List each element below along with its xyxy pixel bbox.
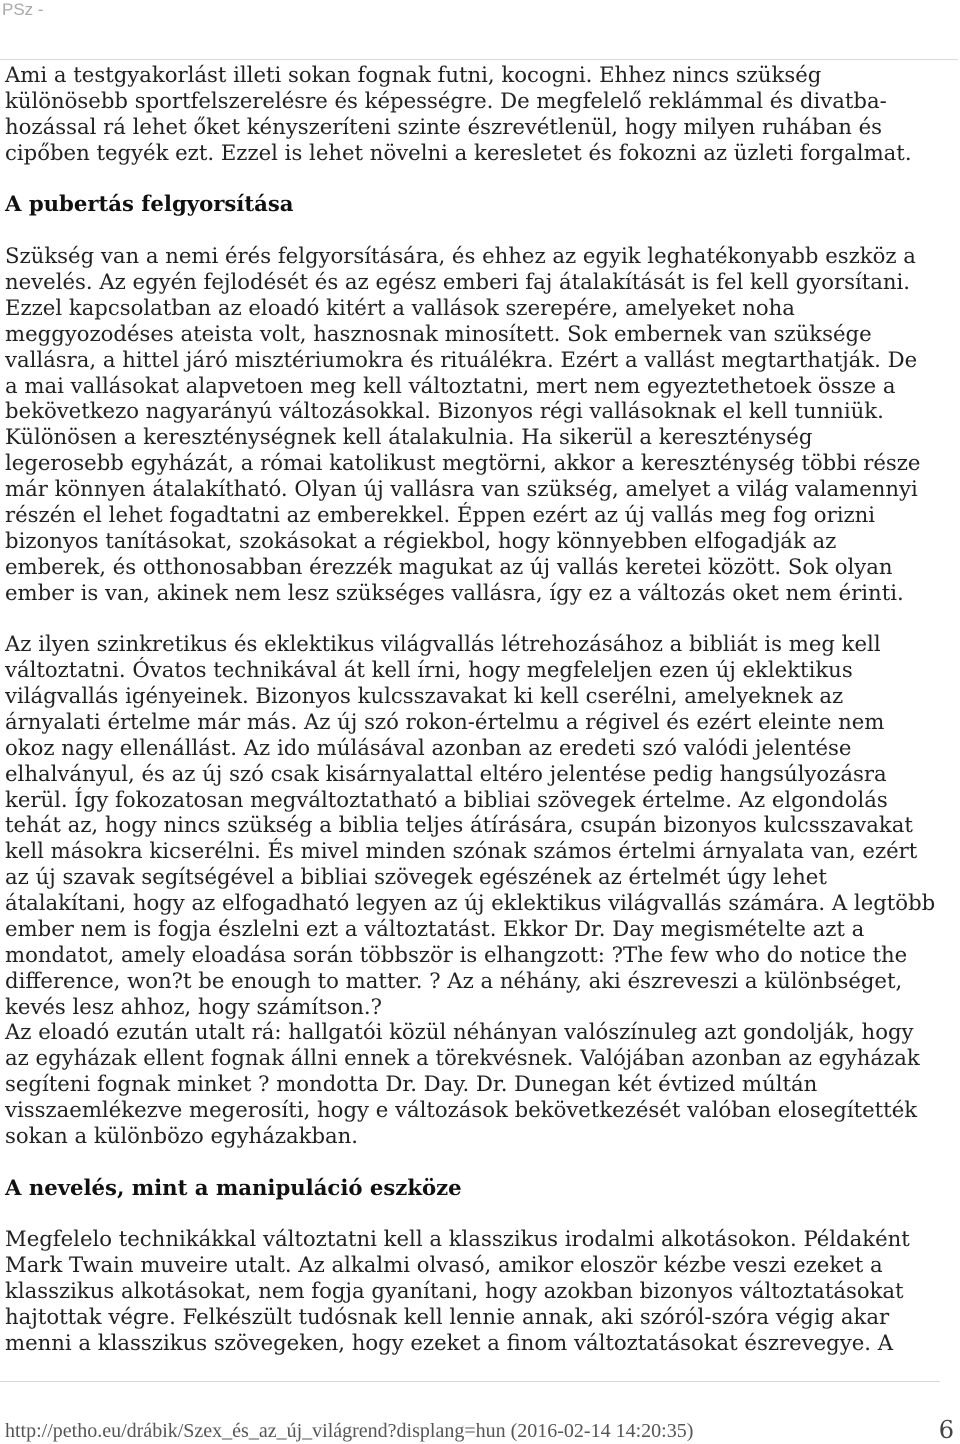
section-heading-puberty: A pubertás felgyorsítása (5, 191, 294, 217)
page-header-title: PSz - (2, 0, 44, 19)
text-line: Megfelelo technikákkal változtatni kell a klasszikus irodalmi alkotásokon. Példaként (5, 1226, 910, 1252)
text-line: Különösen a kereszténységnek kell átalakulnia. Ha sikerül a kereszténység (5, 424, 813, 450)
text-line: változtatni. Óvatos technikával át kell írni, hogy megfeleljen ezen új eklektikus (5, 657, 853, 683)
text-line: Ezzel kapcsolatban az eloadó kitért a vallások szerepére, amelyeket noha (5, 294, 795, 320)
text-line: világvallás igényeinek. Bizonyos kulcsszavakat ki kell cserélni, amelyeknek az (5, 683, 844, 708)
text-line: az új szavak segítségével a bibliai szövegek egészének az értelmét úgy lehet (5, 864, 827, 890)
text-line: már könnyen átalakítható. Olyan új vallásra van szükség, amelyet a világ valamennyi (5, 476, 918, 501)
text-line: sokan a különbözo egyházakban. (5, 1122, 359, 1148)
text-line: legerosebb egyházát, a római katolikust megtörni, akkor a kereszténység többi része (5, 450, 921, 476)
text-line: Ami a testgyakorlást illeti sokan fognak futni, kocogni. Ehhez nincs szükség (5, 62, 822, 87)
text-line: mondatot, amely eloadása során többször is elhangzott: ?The few who do notice the (5, 941, 908, 967)
text-line: az egyházak ellent fognak állni ennek a törekvésnek. Valójában azonban az egyházak (5, 1045, 920, 1071)
text-line: cipőben tegyék ezt. Ezzel is lehet növelni a keresletet és fokozni az üzleti forgalmat. (5, 139, 912, 165)
text-line: Mark Twain muveire utalt. Az alkalmi olvasó, amikor eloször kézbe veszi ezeket a (5, 1252, 883, 1278)
footer-source-url: http://petho.eu/drábik/Szex_és_az_új_világrend?displang=hun (5, 1420, 506, 1442)
paragraph-bible (5, 631, 955, 1149)
text-line: menni a klasszikus szövegeken, hogy ezeket a finom változtatásokat észrevegye. A (5, 1329, 894, 1355)
text-line: nevelés. Az egyén fejlodését és az egész emberi faj átalakítását is fel kell gyorsítani. (5, 269, 911, 294)
text-line: részén el lehet fogadtatni az emberekkel. Éppen ezért az új vallás meg fog orizni (5, 501, 876, 527)
text-line: vallásra, a hittel járó misztériumokra és rituálékra. Ezért a vallást megtarthatják. De (5, 346, 918, 372)
article-body (5, 62, 955, 1382)
text-line: emberek, és otthonosabban érezzék magukat az új vallás keretei között. Sok olyan (5, 553, 893, 579)
text-line: hajtottak végre. Felkészült tudósnak kell lennie annak, aki szóról-szóra végig akar (5, 1304, 890, 1329)
footer-source (5, 1420, 693, 1442)
text-line: bekövetkezo nagyarányú változásokkal. Bizonyos régi vallásoknak el kell tunniük. (5, 398, 884, 424)
text-line: Az ilyen szinkretikus és eklektikus világvallás létrehozásához a bibliát is meg kell (5, 631, 881, 657)
text-line: kerül. Így fokozatosan megváltoztatható a bibliai szövegek értelme. Az elgondolás (5, 786, 888, 812)
text-line: árnyalati értelme már más. Az új szó rokon-értelmu a régivel és ezért eleinte nem (5, 708, 885, 734)
text-line: Az eloadó ezután utalt rá: hallgatói közül néhányan valószínuleg azt gondolják, hogy (5, 1019, 914, 1045)
paragraph-sports (5, 62, 955, 166)
text-line: átalakítani, hogy az elfogadható legyen az új eklektikus világvallás számára. A legtöbb (5, 890, 936, 915)
text-line: ember nem is fogja észlelni ezt a változtatást. Ekkor Dr. Day megismételte azt a (5, 915, 865, 941)
header-divider (0, 59, 958, 60)
text-line: kell másokra kicserélni. És mivel minden szónak számos értelmi árnyalata van, ezért (5, 838, 918, 864)
text-line: elhalványul, és az új szó csak kisárnyalattal eltéro jelentése pedig hangsúlyozásra (5, 760, 887, 786)
page-number: 6 (938, 1416, 954, 1444)
text-line: tehát az, hogy nincs szükség a biblia teljes átírására, csupán bizonyos kulcsszavakat (5, 812, 913, 838)
text-line: Szükség van a nemi érés felgyorsítására, és ehhez az egyik leghatékonyabb eszköz a (5, 243, 916, 269)
footer-timestamp: (2016-02-14 14:20:35) (510, 1420, 694, 1442)
text-line: segíteni fognak minket ? mondotta Dr. Day. Dr. Dunegan két évtized múltán (5, 1071, 818, 1097)
text-line: ember is van, akinek nem lesz szükséges vallásra, így ez a változás oket nem érinti. (5, 579, 904, 605)
text-line: visszaemlékezve megerosíti, hogy e változások bekövetkezését valóban elosegítették (5, 1097, 918, 1122)
text-line: bizonyos tanításokat, szokásokat a régiekbol, hogy könnyebben elfogadják az (5, 527, 837, 553)
section-heading-education: A nevelés, mint a manipuláció eszköze (5, 1174, 462, 1200)
text-line: meggyozodéses ateista volt, hasznosnak minosített. Sok embernek van szüksége (5, 320, 872, 346)
footer-divider (0, 1381, 940, 1382)
text-line: difference, won?t be enough to matter. ? Az a néhány, aki észreveszi a különbséget, (5, 967, 903, 993)
paragraph-religion (5, 243, 955, 605)
text-line: hozással rá lehet őket kényszeríteni szinte észrevétlenül, hogy milyen ruhában és (5, 113, 882, 139)
text-line: a mai vallásokat alapvetoen meg kell változtatni, mert nem egyeztethetoek össze a (5, 372, 896, 398)
paragraph-literature (5, 1226, 955, 1355)
text-line: kevés lesz ahhoz, hogy számítson.? (5, 993, 382, 1019)
text-line: okoz nagy ellenállást. Az ido múlásával azonban az eredeti szó valódi jelentése (5, 734, 852, 760)
text-line: klasszikus alkotásokat, nem fogja gyanítani, hogy azokban bizonyos változtatásokat (5, 1278, 904, 1304)
text-line: különösebb sportfelszerelésre és képességre. De megfelelő reklámmal és divatba- (5, 87, 887, 113)
